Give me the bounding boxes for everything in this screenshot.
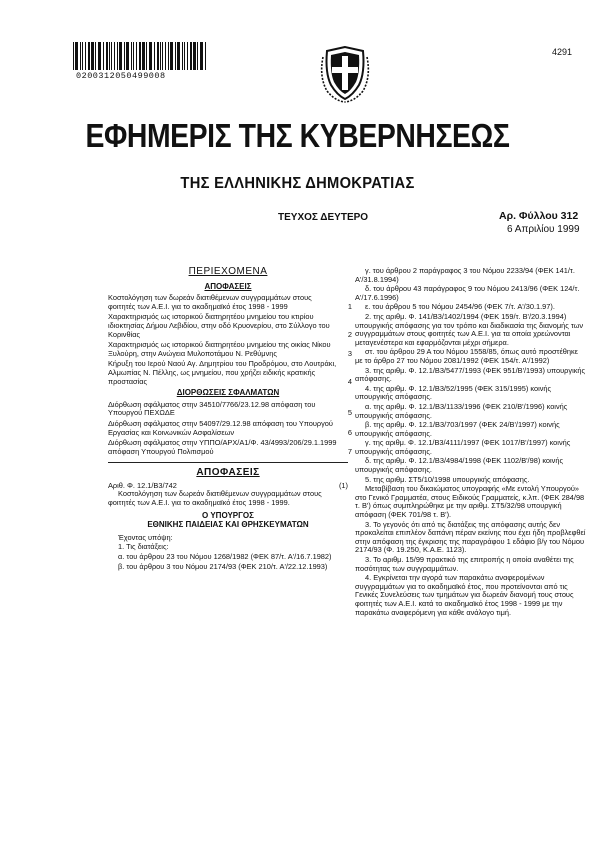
paragraph: α. της αριθμ. Φ. 12.1/Β3/1133/1996 (ΦΕΚ 210/Β'/1996) κοινής υπουργικής απόφασης. [355, 401, 568, 420]
greek-coat-of-arms-icon [319, 43, 371, 103]
paragraph: β. της αριθμ. Φ. 12.1/Β3/703/1997 (ΦΕΚ 24/Β'/1997) κοινής υπουργικής απόφασης. [355, 420, 560, 438]
decision-reference: Αριθ. Φ. 12.1/Β3/742 [108, 480, 177, 490]
paragraph: γ. του άρθρου 2 παράγραφος 3 του Νόμου 2233/94 (ΦΕΚ 141/τ. Α'/31.8.1994) [355, 266, 575, 284]
decision-number: (1) [338, 480, 348, 490]
series-label: ΤΕΥΧΟΣ ΔΕΥΤΕΡΟ [278, 212, 369, 223]
right-column [355, 267, 587, 618]
paragraph: στ. του άρθρου 29 Α του Νόμου 1558/85, όπως αυτό προστέθηκε με το άρθρο 27 του Νόμου 2081/1992 (ΦΕΚ 154/τ. Α'/1992) [355, 347, 578, 365]
contents-decisions-list [108, 293, 352, 386]
gazette-title: ΕΦΗΜΕΡΙΣ ΤΗΣ ΚΥΒΕΡΝΗΣΕΩΣ [85, 117, 510, 154]
barcode-image [72, 42, 210, 70]
decisions-heading: ΑΠΟΦΑΣΕΙΣ [196, 467, 260, 479]
list-item: Χαρακτηρισμός ως ιστορικού διατηρητέου μνημείου της οικίας Νίκου Ξυλούρη, στην Ανώγεια Μυλοποτάμου Ν. Ρεθύμνης 3 [108, 340, 352, 358]
paragraph: 5. της αριθμ. ΣΤ5/10/1998 υπουργικής απόφασης. [365, 474, 530, 484]
gazette-subtitle: ΤΗΣ ΕΛΛΗΝΙΚΗΣ ΔΗΜΟΚΡΑΤΙΑΣ [180, 175, 415, 192]
barcode-number: 0200312050499008 [76, 71, 166, 81]
list-item: Διόρθωση σφάλματος στην ΥΠΠΟ/ΑΡΧ/Α1/Φ. 43/4993/206/29.1.1999 απόφαση Υπουργού Πολιτισμού 7 [108, 438, 352, 456]
issue-date: 6 Απριλίου 1999 [507, 224, 580, 235]
list-item: Διόρθωση σφάλματος στην 34510/7766/23.12.98 απόφαση του Υπουργού ΠΕΧΩΔΕ 5 [108, 399, 352, 418]
paragraph: 1. Τις διατάξεις: [118, 542, 169, 552]
paragraph: γ. της αριθμ. Φ. 12.1/Β3/4111/1997 (ΦΕΚ 1017/Β'/1997) κοινής υπουργικής απόφασης. [355, 438, 571, 456]
ministry-name: ΕΘΝΙΚΗΣ ΠΑΙΔΕΙΑΣ ΚΑΙ ΘΡΗΣΚΕΥΜΑΤΩΝ [147, 520, 309, 530]
list-item: Κοστολόγηση των δωρεάν διατιθέμενων συγγραμμάτων στους φοιτητές των Α.Ε.Ι. για το ακαδημαϊκό έτος 1998 - 1999 1 [108, 293, 352, 311]
paragraph: α. του άρθρου 23 του Νόμου 1268/1982 (ΦΕΚ 87/τ. Α'/16.7.1982) [118, 552, 332, 562]
list-item: Κήρυξη του Ιερού Ναού Αγ. Δημητρίου του Προδρόμου, στο Λουτράκι, Αλμωπίας Ν. Πέλλης, ως μνημείου, που χρήζει ειδικής κρατικής προστασίας 4 [108, 359, 352, 386]
paragraph: 2. της αριθμ. Φ. 141/Β3/1402/1994 (ΦΕΚ 159/τ. Β'/20.3.1994) υπουργικής απόφασης για τον τρόπο και διαδικασία της διανομής των συγγραμμάτων στους φοιτητές των Α.Ε.Ι. για τα οποία χρεώνονται μεταγενέστερα και εφαρμόζονται μέχρι σήμερα. [355, 311, 584, 347]
paragraph: ε. του άρθρου 5 του Νόμου 2454/96 (ΦΕΚ 7/τ. Α'/30.1.97). [365, 302, 555, 312]
paragraph: Μεταβίβαση του δικαιώματος υπογραφής «Με εντολή Υπουργού» στο Γενικό Γραμματέα, στους Ειδικούς Γραμματείς, κ.λπ. (ΦΕΚ 284/98 τ. Β') όπως συμπληρώθηκε με την αριθμ. ΣΤ5/32/98 υπουργική απόφαση (ΦΕΚ 701/98 τ. Β'). [355, 484, 585, 520]
paragraph: 4. Εγκρίνεται την αγορά των παρακάτω αναφερομένων συγγραμμάτων για το ακαδημαϊκό έτος, που προτείνονται από τις Γενικές Συνελεύσεις των τμημάτων για δωρεάν διανομή τους στους φοιτητές των Α.Ε.Ι. κατά το ακαδημαϊκό έτος 1998 - 1999 με την παρακάτω αναφερόμενη για κάθε ανάλογο τιμή. [355, 573, 574, 617]
decision-header [108, 482, 348, 491]
paragraph: β. του άρθρου 3 του Νόμου 2174/93 (ΦΕΚ 210/τ. Α'/22.12.1993) [118, 561, 328, 571]
decision-subject: Κοστολόγηση των δωρεάν διατιθέμενων συγγραμμάτων στους φοιτητές των Α.Ε.Ι. για το ακαδημαϊκό έτος 1998 - 1999. [108, 489, 322, 508]
contents-corrections-list [108, 399, 352, 457]
contents-corrections-title: ΔΙΟΡΘΩΣΕΙΣ ΣΦΑΛΜΑΤΩΝ [176, 388, 280, 398]
paragraph: 3. της αριθμ. Φ. 12.1/Β3/5477/1993 (ΦΕΚ 951/Β'/1993) υπουργικής απόφασης. [355, 365, 586, 384]
list-item: Διόρθωση σφάλματος στην 54097/29.12.98 απόφαση του Υπουργού Εργασίας και Κοινωνικών Ασφαλίσεων 6 [108, 418, 352, 437]
divider [108, 462, 348, 463]
paragraph: 3. Το αριθμ. 15/99 πρακτικό της επιτροπής η οποία αναθέτει της ποσότητας των συγγραμμάτων. [355, 555, 574, 573]
contents-heading: ΠΕΡΙΕΧΟΜΕΝΑ [188, 266, 268, 277]
paragraph: δ. της αριθμ. Φ. 12.1/Β3/4984/1998 (ΦΕΚ 1102/Β'/98) κοινής υπουργικής απόφασης. [355, 456, 564, 475]
left-column [108, 262, 352, 572]
contents-decisions-title: ΑΠΟΦΑΣΕΙΣ [204, 281, 252, 291]
page-number: 4291 [552, 47, 573, 57]
paragraph: 3. Το γεγονός ότι από τις διατάξεις της απόφασης αυτής δεν προκαλείται επιπλέον δαπάνη πέραν εκείνης που έχει ήδη προβλεφθεί στην απόφαση της έγκρισης της παραγράφου 1 εδάφιο β/γ του Νόμου 2174/93 (Φ. 19.250, Κ.Α.Ε. 1123). [355, 519, 586, 555]
minister-title: Ο ΥΠΟΥΡΓΟΣ [202, 510, 254, 520]
list-item: Χαρακτηρισμός ως ιστορικού διατηρητέου μνημείου του κτιρίου ιδιοκτησίας Δήμου Λεβιδίου, στην οδό Κρυονερίου, στο Σύλλογο του Κορινθίας 2 [108, 312, 352, 339]
paragraph: 4. της αριθμ. Φ. 12.1/Β3/52/1995 (ΦΕΚ 315/1995) κοινής υπουργικής απόφασης. [355, 383, 552, 402]
paragraph: δ. του άρθρου 43 παράγραφος 9 του Νόμου 2413/96 (ΦΕΚ 124/τ. Α'/17.6.1996) [355, 284, 580, 302]
left-body [108, 534, 348, 571]
paragraph: Έχοντας υπόψη: [118, 532, 173, 542]
issue-number: Αρ. Φύλλου 312 [499, 210, 579, 222]
